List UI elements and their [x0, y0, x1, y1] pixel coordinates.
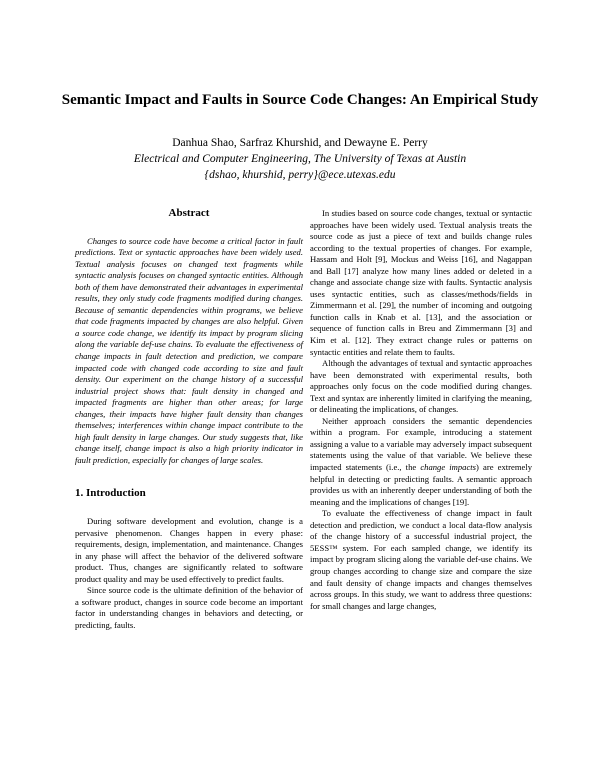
- abstract-heading: Abstract: [168, 207, 210, 219]
- intro-paragraph-1: During software development and evolution, change is a pervasive phenomenon. Changes happen in every phase: requirements, design, implementation, and maintenance. Changes in any phase will affect the behavior of the delivered software product. Thus, changes are significantly related to software product quality and may be used effectively to predict faults.: [75, 516, 303, 584]
- change-impacts-term: change impacts: [420, 462, 477, 473]
- section-heading-introduction: 1. Introduction: [75, 487, 146, 500]
- left-column: [75, 208, 303, 632]
- body-paragraph-4: To evaluate the effectiveness of change impact in fault detection and prediction, we conduct a local data-flow analysis of the change history of a successful industrial project, the 5ESS™ system. For each sampled change, we identify its impact by program slicing along the variable def-use chains. We group changes according to change size and compare the size and fault density of change impacts and changes themselves across groups. In this study, we want to address three questions: for small changes and large changes,: [310, 508, 532, 611]
- author-block: [0, 135, 600, 183]
- abstract-body: Changes to source code have become a critical factor in fault predictions. Text or syntactic approaches have been widely used. Textual analysis focuses on changed text fragments while syntactic analysis focuses on changed syntactic entities. Although both of them have demonstrated their advantages in experimental results, they only study code fragments modified during changes. Because of semantic dependencies within programs, we believe that code fragments impacted by changes are also helpful. Given a source code change, we identify its impact by program slicing along the variable def-use chains. To evaluate the effectiveness of change impacts in fault detection and prediction, we compare impacted code with changed code according to size and fault density. Our experiment on the change history of a successful industrial project shows that: fault density in changed and impacted fragments are higher than other areas; for large changes, their impacts have higher fault density than changes themselves; interferences within change impact contribute to the high fault density in large changes. Our study suggests that, like change itself, change impact is also a high priority indicator in fault prediction, especially for changes of large scales.: [75, 235, 303, 465]
- author-emails: {dshao, khurshid, perry}@ece.utexas.edu: [204, 169, 396, 181]
- intro-paragraph-2: Since source code is the ultimate definition of the behavior of a software product, changes in source code become an important factor in understanding changes in behaviors and detecting, or predicting, faults.: [75, 585, 303, 630]
- author-names: Danhua Shao, Sarfraz Khurshid, and Dewayne E. Perry: [172, 137, 428, 149]
- body-paragraph-3-part-a: Neither approach considers the semantic dependencies within a program. For example, introducing a statement assigning a value to a variable may adversely impact subsequent statements using the value of that variable. We believe these impacted statements (i.e., the: [310, 415, 532, 473]
- author-affiliation: Electrical and Computer Engineering, The University of Texas at Austin: [133, 153, 467, 165]
- body-paragraph-1: In studies based on source code changes, textual or syntactic approaches have been widely used. Textual analysis treats the source code as just a piece of text and builds change rules according to the textual properties of changes. For example, Hassam and Holt [9], Mockus and Weiss [16], and Nagappan and Ball [17] analyze how many lines added or deleted in a change and associate change size with faults. Syntactic analysis uses syntactic entities, such as classes/methods/fields in Zimmermann et al. [29], the number of incoming and outgoing function calls in Knab et al. [13], and the association or sequence of function calls in Breu and Zimmermann [3] and Kim et al. [12]. They extract change rules or patterns on syntactic entities and relate them to faults.: [310, 208, 532, 357]
- body-paragraph-3-part-b: ) are extremely helpful in detecting or predicting faults. A semantic approach provides us with an inherently deeper understanding of both the meaning and the implications of changes [19].: [310, 462, 532, 507]
- right-column: [310, 208, 532, 612]
- body-paragraph-2: Although the advantages of textual and syntactic approaches have been demonstrated with experimental results, both approaches only focus on the code modified during changes. Text and syntax are inherently limited in clarifying the meaning, or delineating the implications, of changes.: [310, 358, 532, 415]
- body-paragraph-3: [310, 416, 532, 508]
- paper-title: Semantic Impact and Faults in Source Code Changes: An Empirical Study: [61, 92, 539, 108]
